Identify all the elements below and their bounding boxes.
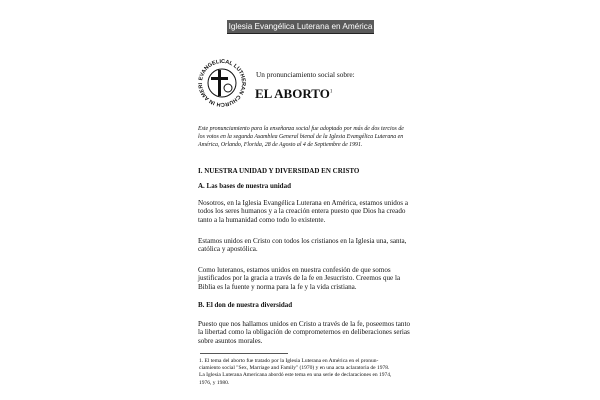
line: todos los seres humanos y a la creación entera puesto que Dios ha creado	[198, 207, 406, 216]
paragraph	[198, 199, 408, 224]
line: Biblia es la fuente y norma para la fe y la vida cristiana.	[198, 282, 357, 291]
elca-logo-icon	[196, 57, 248, 109]
paragraph	[198, 266, 400, 291]
line: católica y apostólica.	[198, 245, 258, 254]
footnote-line: La Iglesia Luterana Americana abordó este tema en una serie de declaraciones en 1974,	[199, 372, 392, 379]
paragraph	[198, 320, 410, 345]
footnote-line: 1. El tema del aborto fue tratado por la Iglesia Luterana en América en el pronun-	[199, 358, 379, 364]
footnote-divider	[200, 353, 288, 354]
line: Como luteranos, estamos unidos en nuestra confesión de que somos	[198, 266, 391, 274]
subsection-b-heading: B. El don de nuestra diversidad	[198, 301, 293, 309]
line: tanto a la humanidad como todo lo existente.	[198, 215, 326, 224]
line: Nosotros, en la Iglesia Evangélica Luterana en América, estamos unidos a	[198, 199, 408, 207]
footnote-line: ciamiento social "Sex, Marriage and Family" (1970) y en una acta aclaratoria de 1978.	[199, 365, 390, 372]
document-title	[255, 86, 332, 102]
section-heading: I. NUESTRA UNIDAD Y DIVERSIDAD EN CRISTO	[198, 167, 360, 175]
line: la libertad como la obligación de comprometernos en deliberaciones serias	[198, 328, 410, 337]
line: justificados por la gracia a través de la fe en Jesucristo. Creemos que la	[198, 274, 401, 283]
note-line: los votos en la segunda Asamblea General bienal de la Iglesia Evangélica Luterana en	[198, 133, 404, 140]
paragraph	[198, 237, 406, 254]
line: sobre asuntos morales.	[198, 336, 263, 345]
header-banner: Iglesia Evangélica Luterana en América	[227, 20, 374, 34]
note-line: América, Orlando, Florida, 28 de Agosto al 4 de Septiembre de 1991.	[198, 141, 363, 148]
line: Puesto que nos hallamos unidos en Cristo a través de la fe, poseemos tanto	[198, 320, 410, 328]
adoption-note	[198, 126, 404, 149]
title-text: EL ABORTO	[255, 86, 330, 101]
footnote-line: 1976, y 1980.	[199, 379, 230, 386]
note-line: Este pronunciamiento para la enseñanza social fue adoptado por más de dos tercios de	[198, 126, 404, 132]
footnote	[199, 358, 391, 387]
subsection-a-heading: A. Las bases de nuestra unidad	[198, 182, 291, 190]
svg-text:EVANGELICAL LUTHERAN CHURCH IN: EVANGELICAL LUTHERAN CHURCH IN AMERI	[197, 58, 247, 108]
subtitle: Un pronunciamiento social sobre:	[256, 70, 355, 79]
footnote-ref: 1	[329, 89, 333, 95]
line: Estamos unidos en Cristo con todos los cristianos en la Iglesia una, santa,	[198, 237, 407, 245]
